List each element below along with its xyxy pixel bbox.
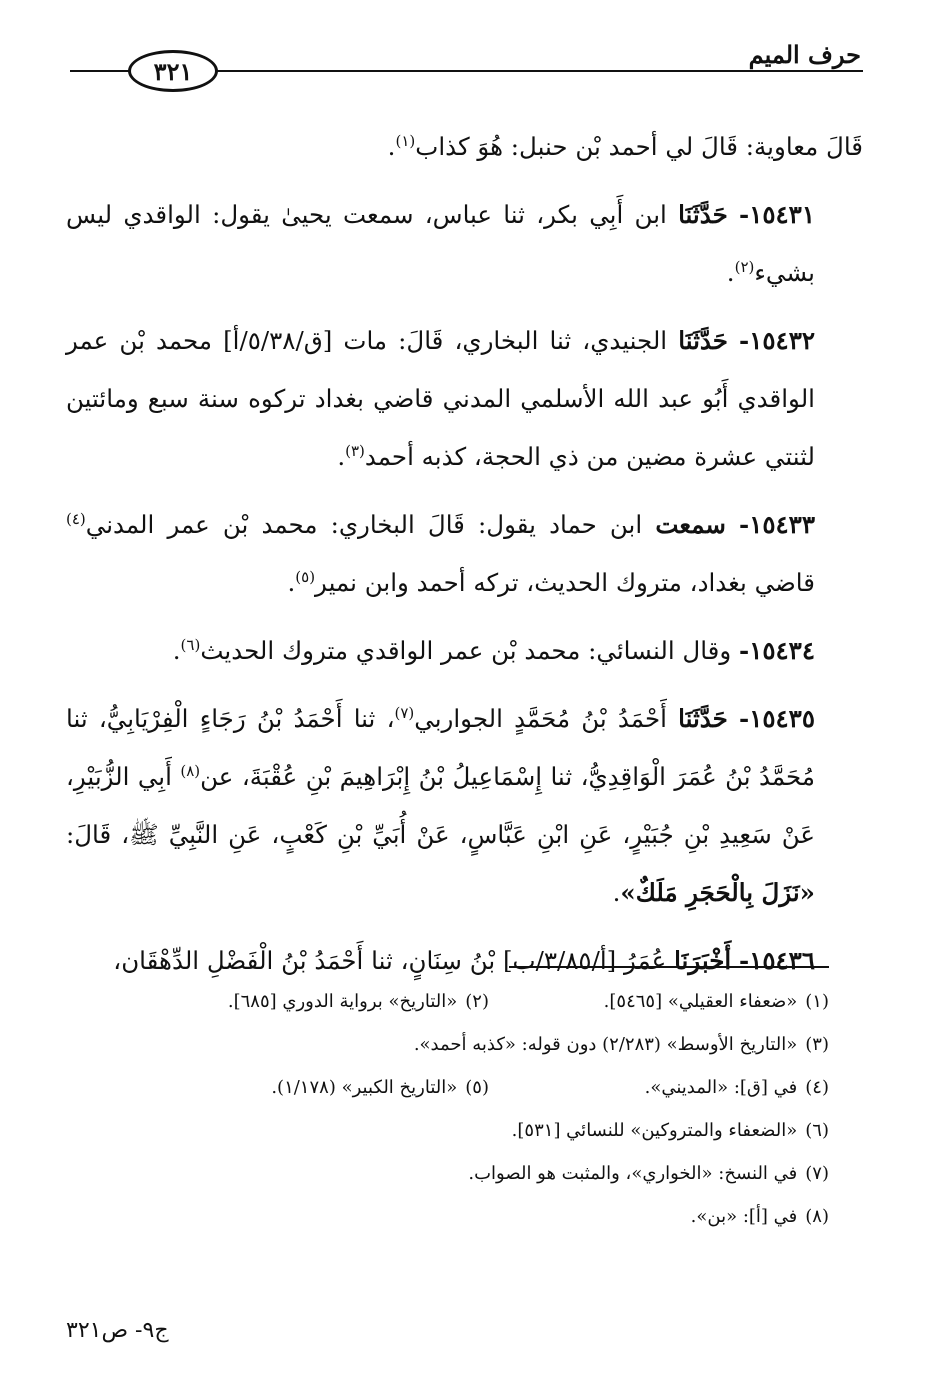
narration-keyword: حَدَّثَنَا (678, 200, 728, 229)
footnote-2: (٢)«التاريخ» برواية الدوري [٦٨٥]. (227, 991, 489, 1012)
narration-keyword: سمعت (655, 510, 726, 539)
paragraph-15434: ١٥٤٣٤- وقال النسائي: محمد بْن عمر الواقدي متروك الحديث$^{(٦)}$. (172, 635, 815, 665)
footnote-6: (٦)«الضعفاء والمتروكين» للنسائي [٥٣١]. (511, 1120, 829, 1141)
paragraph-15432: ١٥٤٣٢- حَدَّثَنَا الجنيدي، ثنا البخاري، قَالَ: مات [ق/٥/٣٨/أ] محمد بْن عمر الواقدي أَبُو عبد الله الأسلمي المدني قاضي بغداد تركوه سنة سبع ومائتين لثنتي عشرة مضين من ذي الحجة، كذبه أحمد$^{(٣)}$. (66, 326, 816, 471)
footnote-ref: (١) (395, 131, 416, 150)
page-number-badge: ٣٢١ (128, 50, 218, 92)
hadith-text: «نَزَلَ بِالْحَجَرِ مَلَكٌ» (620, 878, 815, 907)
footnote-row (80, 1152, 829, 1195)
paragraph-15435: ١٥٤٣٥- حَدَّثَنَا أَحْمَدُ بْنُ مُحَمَّدٍ الجواربي$^{(٧)}$، ثنا أَحْمَدُ بْنُ رَجَاءٍ الْفِرْيَابِيُّ، ثنا مُحَمَّدُ بْنُ عُمَرَ الْوَاقِدِيُّ، ثنا إِسْمَاعِيلُ بْنُ إِبْرَاهِيمَ بْنِ عُقْبَةَ، عن$^{(٨)}$ أَبِي الزُّبَيْرِ، عَنْ سَعِيدِ بْنِ جُبَيْرٍ، عَنِ ابْنِ عَبَّاسٍ، عَنْ أُبَيِّ بْنِ كَعْبٍ، عَنِ النَّبِيِّ ﷺ، قَالَ: «نَزَلَ بِالْحَجَرِ مَلَكٌ». (66, 703, 815, 907)
footnote-row (80, 1109, 829, 1152)
paragraph-0: قَالَ معاوية: قَالَ لي أحمد بْن حنبل: هُوَ كذاب$^{(١)}$. (387, 131, 863, 161)
footnote-8: (٨)في [أ]: «بن». (690, 1206, 829, 1227)
footnote-1: (١)«ضعفاء العقيلي» [٥٤٦٥]. (603, 991, 829, 1012)
footnote-ref: (٥) (295, 567, 316, 586)
footnote-ref: (٣) (345, 441, 365, 460)
volume-page-reference: ج٩- ص٣٢١ (66, 1318, 169, 1343)
footnote-4: (٤)في [ق]: «المديني». (644, 1077, 829, 1098)
footnotes (80, 980, 829, 1238)
footnote-3: (٣)«التاريخ الأوسط» (٢/٢٨٣) دون قوله: «كذبه أحمد». (413, 1034, 829, 1055)
footnote-ref: (٢) (734, 257, 755, 276)
paragraph-15436: ١٥٤٣٦- أَخْبَرَنَا عُمَرُ [أ/٣/٨٥/ب] بْنُ سِنَانٍ، ثنا أَحْمَدُ بْنُ الْفَضْلِ الدِّهْقَان، (113, 946, 815, 975)
narration-keyword: حَدَّثَنَا (678, 326, 728, 355)
footnote-ref: (٧) (394, 703, 415, 722)
footnote-ref: (٨) (180, 761, 201, 780)
hadith-number: ١٥٤٣٥- (739, 704, 815, 733)
footnote-5: (٥)«التاريخ الكبير» (١/١٧٨). (271, 1077, 489, 1098)
footnote-separator (509, 966, 829, 968)
footnote-row (80, 980, 829, 1023)
hadith-number: ١٥٤٣٦- (739, 946, 815, 975)
narration-keyword: حَدَّثَنَا (678, 704, 728, 733)
main-text (66, 118, 863, 1000)
footnote-ref: (٦) (180, 635, 201, 654)
paragraph-15433: ١٥٤٣٣- سمعت ابن حماد يقول: قَالَ البخاري: محمد بْن عمر المدني$^{(٤)}$ قاضي بغداد، متروك الحديث، تركه أحمد وابن نمير$^{(٥)}$. (66, 509, 815, 597)
hadith-number: ١٥٤٣٣- (739, 510, 815, 539)
footnote-row (80, 1023, 829, 1066)
footnote-7: (٧)في النسخ: «الخواري»، والمثبت هو الصواب. (468, 1163, 829, 1184)
footnote-ref: (٤) (66, 509, 86, 528)
hadith-number: ١٥٤٣١- (739, 200, 815, 229)
paragraph-15431: ١٥٤٣١- حَدَّثَنَا ابن أَبِي بكر، ثنا عباس، سمعت يحيىٰ يقول: الواقدي ليس بشيء$^{(٢)}$. (66, 200, 815, 287)
hadith-number: ١٥٤٣٢- (739, 326, 816, 355)
footnote-row (80, 1195, 829, 1238)
footnote-row (80, 1066, 829, 1109)
hadith-number: ١٥٤٣٤- (739, 636, 815, 665)
chapter-title: حرف الميم (748, 40, 861, 69)
narration-keyword: أَخْبَرَنَا (674, 946, 732, 975)
